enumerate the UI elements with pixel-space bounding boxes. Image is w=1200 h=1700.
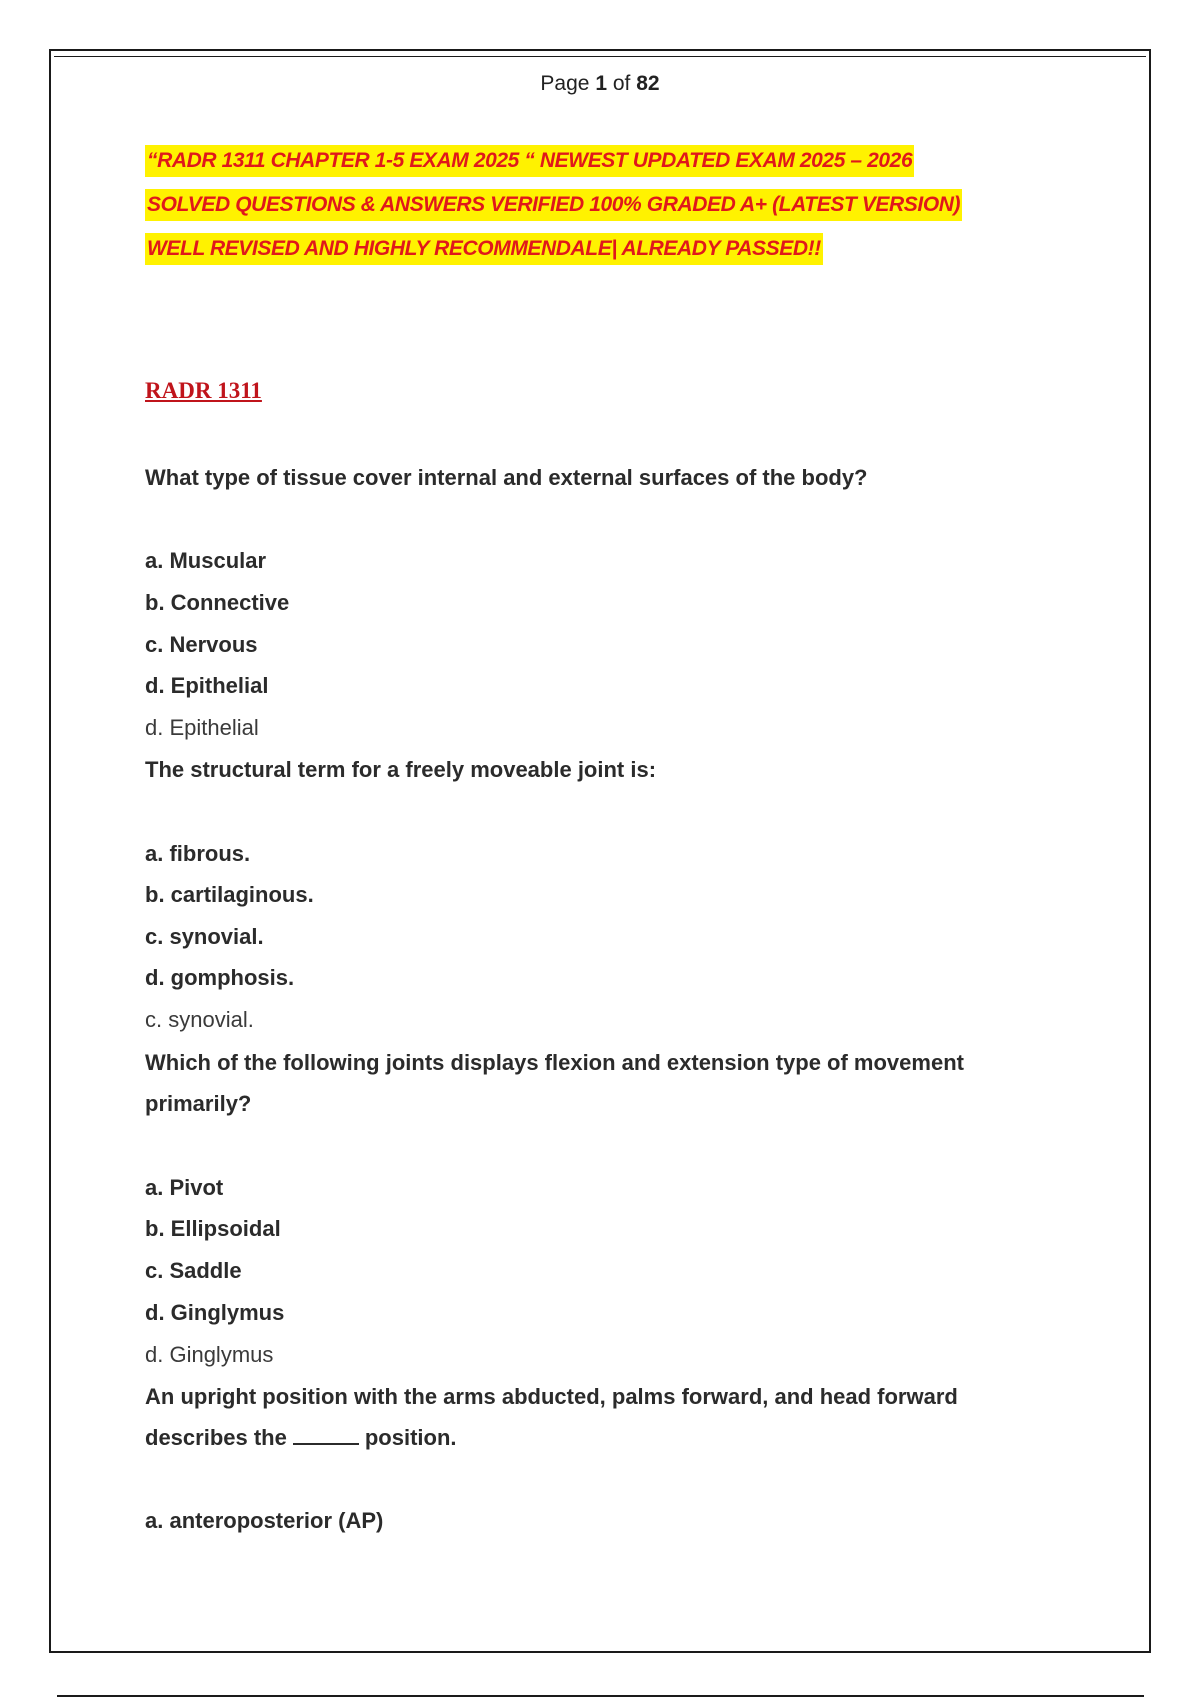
banner-line-2: SOLVED QUESTIONS & ANSWERS VERIFIED 100% GRADED A+ (LATEST VERSION) (145, 189, 962, 221)
header-rule (54, 56, 1146, 57)
q1-option-b: b. Connective (145, 590, 290, 615)
q2-option-c: c. synovial. (145, 924, 264, 949)
question-3-line-2: primarily? (145, 1091, 252, 1116)
footer-rule (57, 1695, 1144, 1697)
question-2: The structural term for a freely moveable joint is: (145, 757, 657, 782)
course-title: RADR 1311 (145, 378, 262, 403)
q3-option-d: d. Ginglymus (145, 1300, 285, 1325)
page-number: Page 1 of 82 (540, 72, 660, 95)
question-3 (145, 1042, 1065, 1124)
q1-option-a: a. Muscular (145, 548, 267, 573)
question-4-line-1: An upright position with the arms abducted, palms forward, and head forward (145, 1384, 958, 1409)
question-4 (145, 1376, 1065, 1458)
q3-answer: d. Ginglymus (145, 1342, 274, 1367)
q2-option-b: b. cartilaginous. (145, 882, 314, 907)
q2-option-a: a. fibrous. (145, 841, 251, 866)
q2-option-d: d. gomphosis. (145, 965, 295, 990)
q3-option-c: c. Saddle (145, 1258, 242, 1283)
question-4-line-2-end: position. (364, 1425, 457, 1450)
question-4-line-2 (145, 1417, 1065, 1458)
q1-option-d: d. Epithelial (145, 673, 269, 698)
question-4-line-2-start: describes the (145, 1425, 287, 1450)
fill-in-blank (293, 1429, 359, 1445)
q2-answer: c. synovial. (145, 1007, 254, 1032)
question-3-line-1: Which of the following joints displays flexion and extension type of movement (145, 1050, 964, 1075)
q3-option-a: a. Pivot (145, 1175, 224, 1200)
q4-option-a: a. anteroposterior (AP) (145, 1508, 384, 1533)
banner-line-1: “RADR 1311 CHAPTER 1-5 EXAM 2025 “ NEWEST UPDATED EXAM 2025 – 2026 (145, 145, 914, 177)
q1-answer: d. Epithelial (145, 715, 259, 740)
question-1: What type of tissue cover internal and external surfaces of the body? (145, 465, 868, 490)
q1-option-c: c. Nervous (145, 632, 258, 657)
banner-line-3: WELL REVISED AND HIGHLY RECOMMENDALE| ALREADY PASSED!! (145, 233, 823, 265)
q3-option-b: b. Ellipsoidal (145, 1216, 281, 1241)
